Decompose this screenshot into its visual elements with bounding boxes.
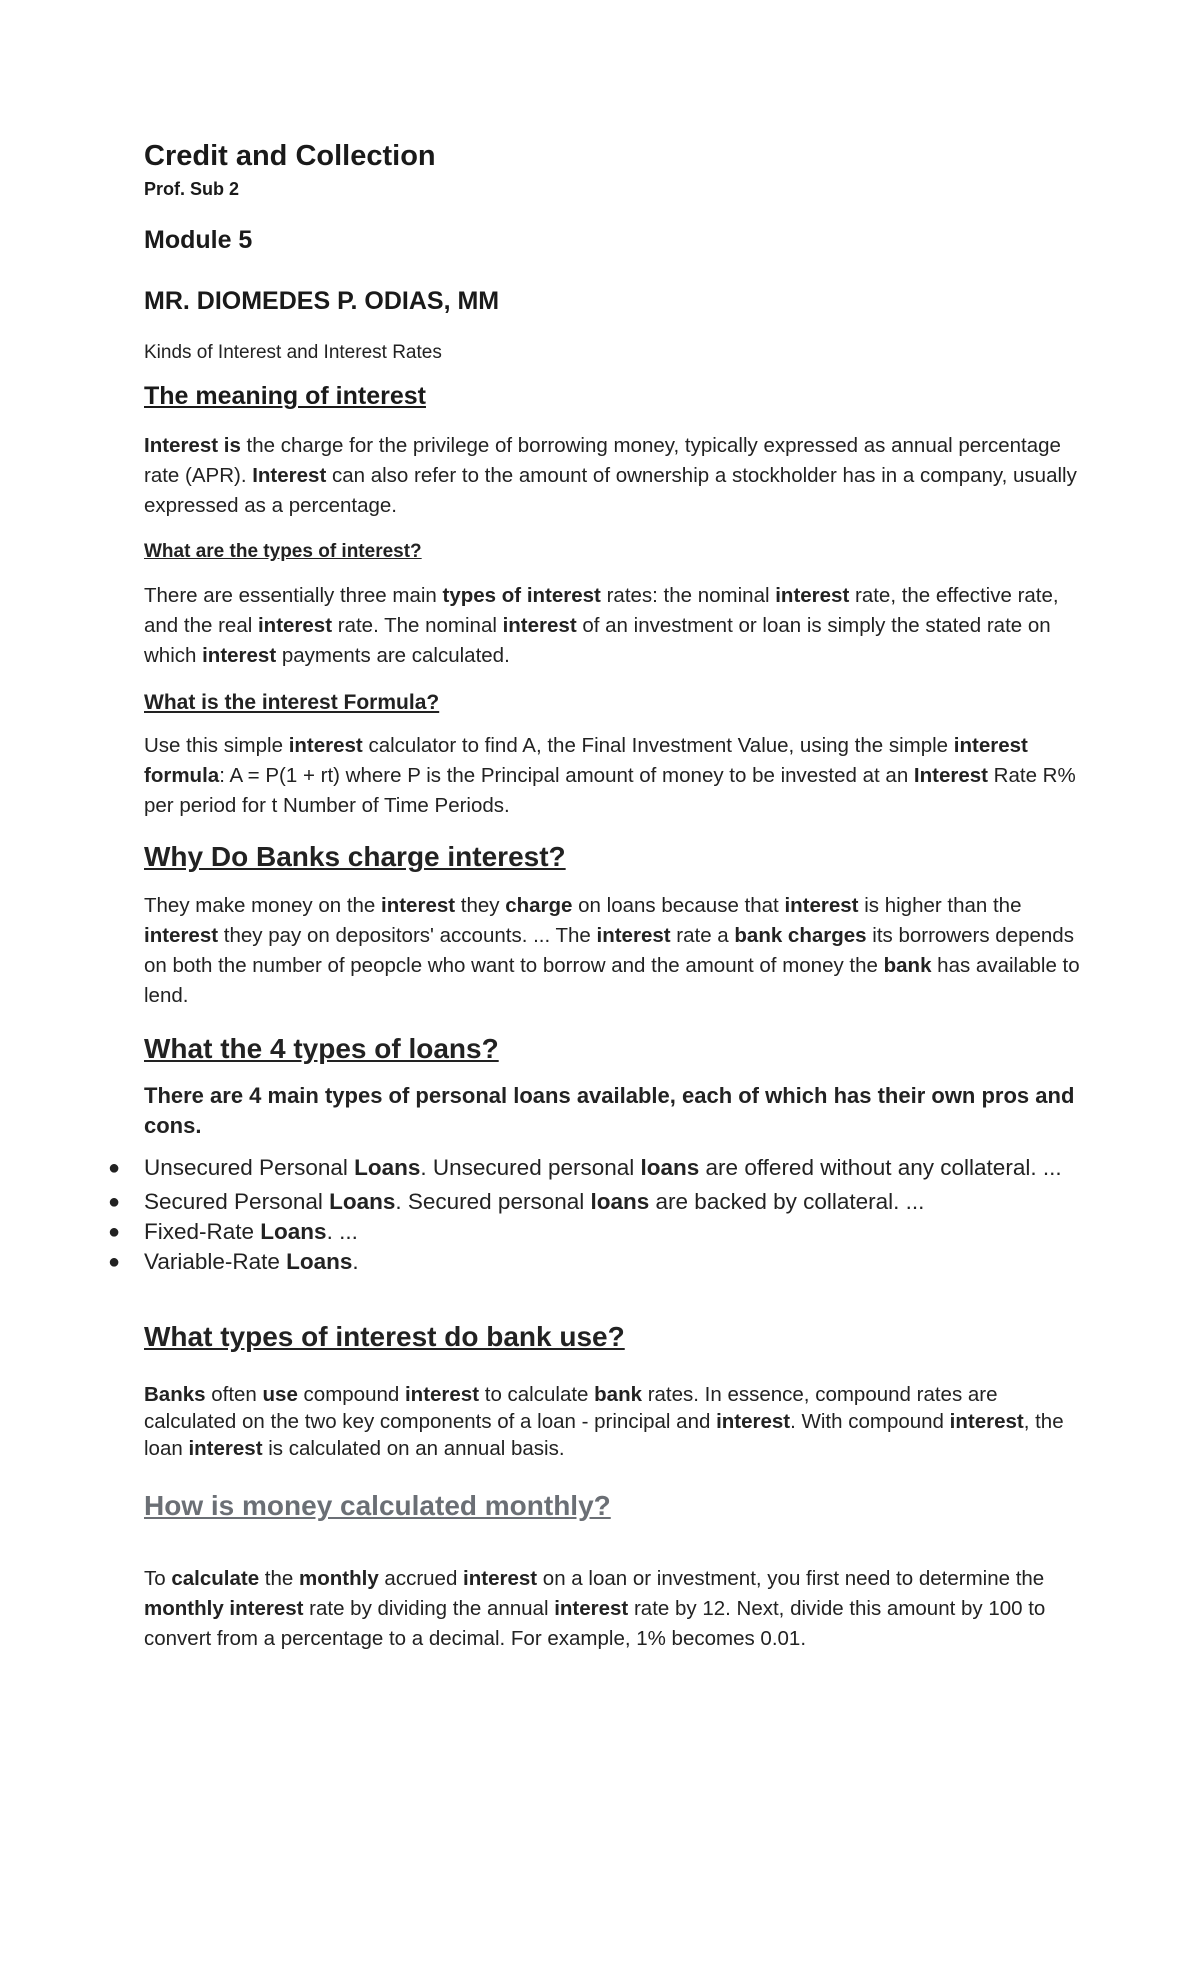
- paragraph-bank-use: Banks often use compound interest to calculate bank rates. In essence, compound rates are calculated on the two key components of a loan - principal and interest. With compound interest, the loan interest is calculated on an annual basis.: [144, 1383, 1064, 1461]
- heading-monthly-calculation: How is money calculated monthly?: [144, 1490, 611, 1522]
- professor-subtitle: Prof. Sub 2: [144, 179, 240, 200]
- paragraph-monthly: To calculate the monthly accrued interest on a loan or investment, you first need to determine the monthly interest rate by dividing the annual interest rate by 12. Next, divide this amount by 100 to convert from a percentage to a decimal. For example, 1% becomes 0.01.: [144, 1567, 1046, 1651]
- topic-line: Kinds of Interest and Interest Rates: [144, 342, 442, 364]
- heading-bank-interest-types: What types of interest do bank use?: [144, 1321, 625, 1353]
- paragraph-types: There are essentially three main types of interest rates: the nominal interest rate, the effective rate, and the real interest rate. The nominal interest of an investment or loan is simply the stated rate on which interest payments are calculated.: [144, 584, 1059, 668]
- list-item: ● Fixed-Rate Loans. ...: [144, 1217, 1084, 1247]
- paragraph-meaning: Interest is the charge for the privilege of borrowing money, typically expressed as annual percentage rate (APR). Interest can also refer to the amount of ownership a stockholder has in a company, usually expressed as a percentage.: [144, 434, 1077, 518]
- teacher-name: MR. DIOMEDES P. ODIAS, MM: [144, 287, 500, 316]
- module-label: Module 5: [144, 226, 253, 255]
- list-item: ● Secured Personal Loans. Secured personal loans are backed by collateral. ...: [144, 1187, 1084, 1217]
- list-item: ● Unsecured Personal Loans. Unsecured personal loans are offered without any collateral. ...: [144, 1153, 1084, 1183]
- heading-meaning-of-interest: The meaning of interest: [144, 382, 426, 411]
- bullet-icon: ●: [108, 1157, 121, 1180]
- document-body: [108, 140, 1084, 1654]
- paragraph-formula: Use this simple interest calculator to find A, the Final Investment Value, using the simple interest formula: A = P(1 + rt) where P is the Principal amount of money to be invested at an Interest Rate R% per period for t Number of Time Periods.: [144, 734, 1076, 818]
- heading-interest-formula: What is the interest Formula?: [144, 691, 440, 715]
- loans-lead-text: There are 4 main types of personal loans available, each of which has their own pros and cons.: [144, 1083, 1075, 1139]
- bullet-icon: ●: [108, 1221, 121, 1244]
- heading-types-of-loans: What the 4 types of loans?: [144, 1033, 499, 1065]
- document-title: Credit and Collection: [144, 140, 436, 172]
- bullet-icon: ●: [108, 1251, 121, 1274]
- list-item: ● Variable-Rate Loans.: [144, 1247, 1084, 1277]
- heading-why-banks-charge: Why Do Banks charge interest?: [144, 841, 566, 873]
- bullet-icon: ●: [108, 1191, 121, 1214]
- heading-types-of-interest: What are the types of interest?: [144, 541, 422, 563]
- loans-list: [108, 1153, 1084, 1277]
- paragraph-banks: They make money on the interest they charge on loans because that interest is higher than the interest they pay on depositors' accounts. ... The interest rate a bank charges its borrowers depends on both the number of peopcle who want to borrow and the amount of money the bank has available to lend.: [144, 894, 1080, 1008]
